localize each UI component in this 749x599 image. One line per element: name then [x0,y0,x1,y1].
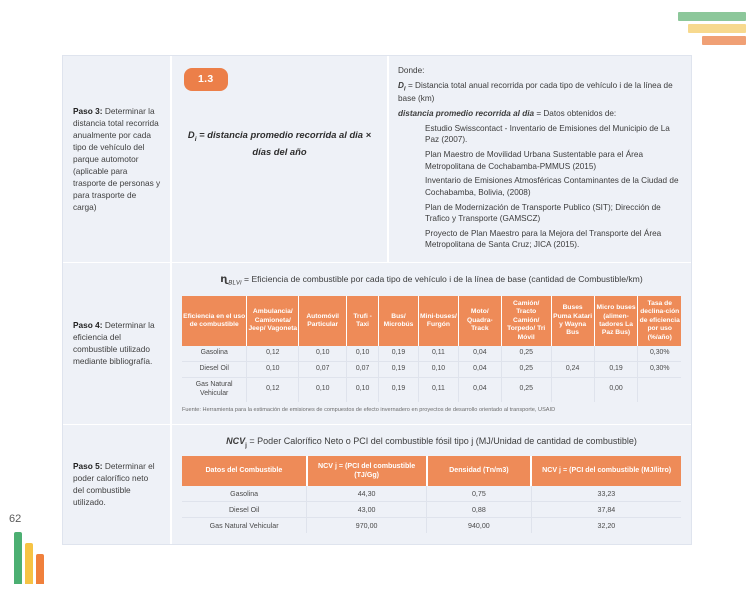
efficiency-cell: 0,11 [418,377,458,401]
efficiency-cell: 0,04 [458,377,501,401]
corner-bar-orange [702,36,746,45]
step-description-paso3 [63,56,172,262]
efficiency-col-header: Buses Puma Katari y Wayna Bus [551,296,594,346]
definition-distance [398,80,681,105]
equation-text: = Eficiencia de combustible por cada tipo de vehículo i de la línea de base (cantidad de Combustible/km) [244,274,643,285]
ncv-cell: Diesel Oil [182,502,307,518]
efficiency-cell: Gasolina [182,346,247,361]
equation-subscript: BLVi [228,279,242,287]
procedure-table [62,55,692,545]
equation-text: = Poder Calorífico Neto o PCI del combustible fósil tipo j (MJ/Unidad de cantidad de combustible) [249,435,637,446]
efficiency-cell: 0,30% [638,346,681,361]
efficiency-cell: 0,25 [501,377,551,401]
ncv-cell: 0,88 [427,502,532,518]
definitions-pane [389,56,691,262]
ncv-cell: Gasolina [182,486,307,502]
table-row [182,377,681,401]
efficiency-table-header-row [182,296,681,346]
efficiency-cell: 0,11 [418,346,458,361]
ncv-cell: 44,30 [307,486,427,502]
sources-intro-rest: = Datos obtenidos de: [534,109,617,119]
efficiency-cell: 0,30% [638,362,681,378]
equation-subscript: j [245,441,247,449]
step-number-badge: 1.3 [184,68,228,91]
efficiency-cell: 0,10 [247,362,299,378]
step-description-paso4 [63,263,172,424]
table-row-paso5 [63,425,691,544]
efficiency-cell: Diesel Oil [182,362,247,378]
equation-paso5 [182,436,681,449]
efficiency-cell: 0,10 [418,362,458,378]
logo-bar-yellow [25,543,33,584]
corner-bar-green [678,12,746,21]
efficiency-cell: 0,07 [299,362,347,378]
logo-bar-orange [36,554,44,584]
efficiency-col-header: Bus/ Microbús [379,296,419,346]
step-description-paso5 [63,425,172,544]
source-item: Estudio Swisscontact - Inventario de Emisiones del Municipio de La Paz (2007). [425,123,670,145]
ncv-table [182,456,681,533]
efficiency-col-header: Tasa de declina-ción de eficiencia por uso (%/año) [638,296,681,346]
definition-variable-text: = Distancia total anual recorrida por cada tipo de vehículo i de la línea de base (km) [398,80,673,104]
source-item: Proyecto de Plan Maestro para la Mejora del Transporte del Área Metropolitana de Santa Cruz; JICA (2015). [425,228,662,250]
formula-pane-paso3 [172,56,389,262]
efficiency-cell: 0,12 [247,346,299,361]
efficiency-cell: 0,07 [347,362,379,378]
efficiency-cell: 0,19 [379,346,419,361]
formula-expression: = distancia promedio recorrida al dia × días del año [199,129,372,157]
efficiency-cell: 0,04 [458,346,501,361]
table-row [182,518,681,534]
where-title: Donde: [398,66,425,75]
ncv-cell: 37,84 [531,502,681,518]
page-number: 62 [9,513,22,525]
ncv-cell: 32,20 [531,518,681,534]
formula-paso3 [184,128,375,159]
efficiency-col-header: Mini-buses/ Furgón [418,296,458,346]
table-source-note: Fuente: Herramienta para la estimación de emisiones de compuestos de efecto invernadero en proyectos de desarrollo orientado al transporte, USAID [182,406,556,413]
step-text-paso4: Determinar la eficiencia del combustible utilizado mediante bibliografía. [73,320,155,367]
sources-intro-italic: distancia promedio recorrida al dia [398,109,535,119]
table-row [182,362,681,378]
efficiency-cell: 0,19 [379,377,419,401]
efficiency-cell [638,377,681,401]
efficiency-cell [551,346,594,361]
efficiency-cell: 0,25 [501,346,551,361]
efficiency-col-header: Automóvil Particular [299,296,347,346]
efficiency-col-header: Trufi - Taxi [347,296,379,346]
table-row [182,502,681,518]
step-text-paso3: Determinar la distancia total recorrida anualmente por cada tipo de vehículo del parque automotor (aplicable para trasporte de personas y para trasporte de carga) [73,105,161,213]
ncv-cell: Gas Natural Vehicular [182,518,307,534]
step-text-paso5: Determinar el poder calorífico neto del combustible utilizado. [73,461,155,508]
ncv-cell: 43,00 [307,502,427,518]
efficiency-cell: 0,10 [347,346,379,361]
source-item: Plan de Modernización de Transporte Publico (SIT); Dirección de Trafico y Transporte (GAMSCZ) [425,202,661,224]
paso5-body [172,425,691,544]
ncv-cell: 33,23 [531,486,681,502]
ncv-table-header-row [182,456,681,486]
source-item: Inventario de Emisiones Atmosféricas Contaminantes de la Ciudad de Cochabamba, Bolivia, (2008) [425,176,679,197]
efficiency-table [182,296,681,402]
ncv-col-header: Datos del Combustible [182,456,307,486]
definition-variable: D [398,80,404,90]
equation-symbol-eta: ɳ [220,274,229,286]
efficiency-cell: Gas Natural Vehicular [182,377,247,401]
efficiency-col-header: Eficiencia en el uso de combustible [182,296,247,346]
efficiency-col-header: Camión/ Tracto Camión/ Torpedo/ Tri Móvil [501,296,551,346]
efficiency-col-header: Ambulancia/ Camioneta/ Jeep/ Vagoneta [247,296,299,346]
step-label-paso3: Paso 3: [73,105,103,116]
step-label-paso5: Paso 5: [73,461,103,472]
ncv-cell: 970,00 [307,518,427,534]
efficiency-cell: 0,10 [299,346,347,361]
table-row [182,346,681,361]
ncv-cell: 940,00 [427,518,532,534]
paso4-body [172,263,691,424]
efficiency-col-header: Moto/ Quadra-Track [458,296,501,346]
efficiency-cell: 0,24 [551,362,594,378]
efficiency-cell: 0,19 [594,362,638,378]
logo-bar-green [14,532,22,584]
table-row [182,486,681,502]
table-row-paso4 [63,263,691,425]
definition-variable-subscript: i [403,85,406,93]
efficiency-cell: 0,10 [299,377,347,401]
efficiency-cell: 0,10 [347,377,379,401]
efficiency-cell [594,346,638,361]
efficiency-col-header: Micro buses (alimen-tadores La Paz Bus) [594,296,638,346]
ncv-col-header: NCV j = (PCI del combustible (TJ/Gg) [307,456,427,486]
corner-decoration [650,0,749,60]
efficiency-cell: 0,25 [501,362,551,378]
ncv-col-header: NCV j = (PCI del combustible (MJ/litro) [531,456,681,486]
table-row-paso3 [63,56,691,263]
bar-chart-logo [14,532,48,584]
step-label-paso4: Paso 4: [73,320,103,331]
corner-bar-yellow [688,24,746,33]
equation-paso4 [182,273,681,288]
sources-intro [398,108,681,120]
efficiency-cell [551,377,594,401]
efficiency-cell: 0,12 [247,377,299,401]
equation-symbol-ncv: NCV [226,435,246,446]
formula-variable-subscript: i [194,135,197,143]
ncv-col-header: Densidad (Tn/m3) [427,456,532,486]
efficiency-cell: 0,04 [458,362,501,378]
paso3-body [172,56,691,262]
ncv-cell: 0,75 [427,486,532,502]
efficiency-cell: 0,19 [379,362,419,378]
source-item: Plan Maestro de Movilidad Urbana Sustentable para el Área Metropolitana de Cochabamba-PMMUS (2015) [425,149,644,171]
efficiency-cell: 0,00 [594,377,638,401]
formula-variable: D [187,129,195,140]
